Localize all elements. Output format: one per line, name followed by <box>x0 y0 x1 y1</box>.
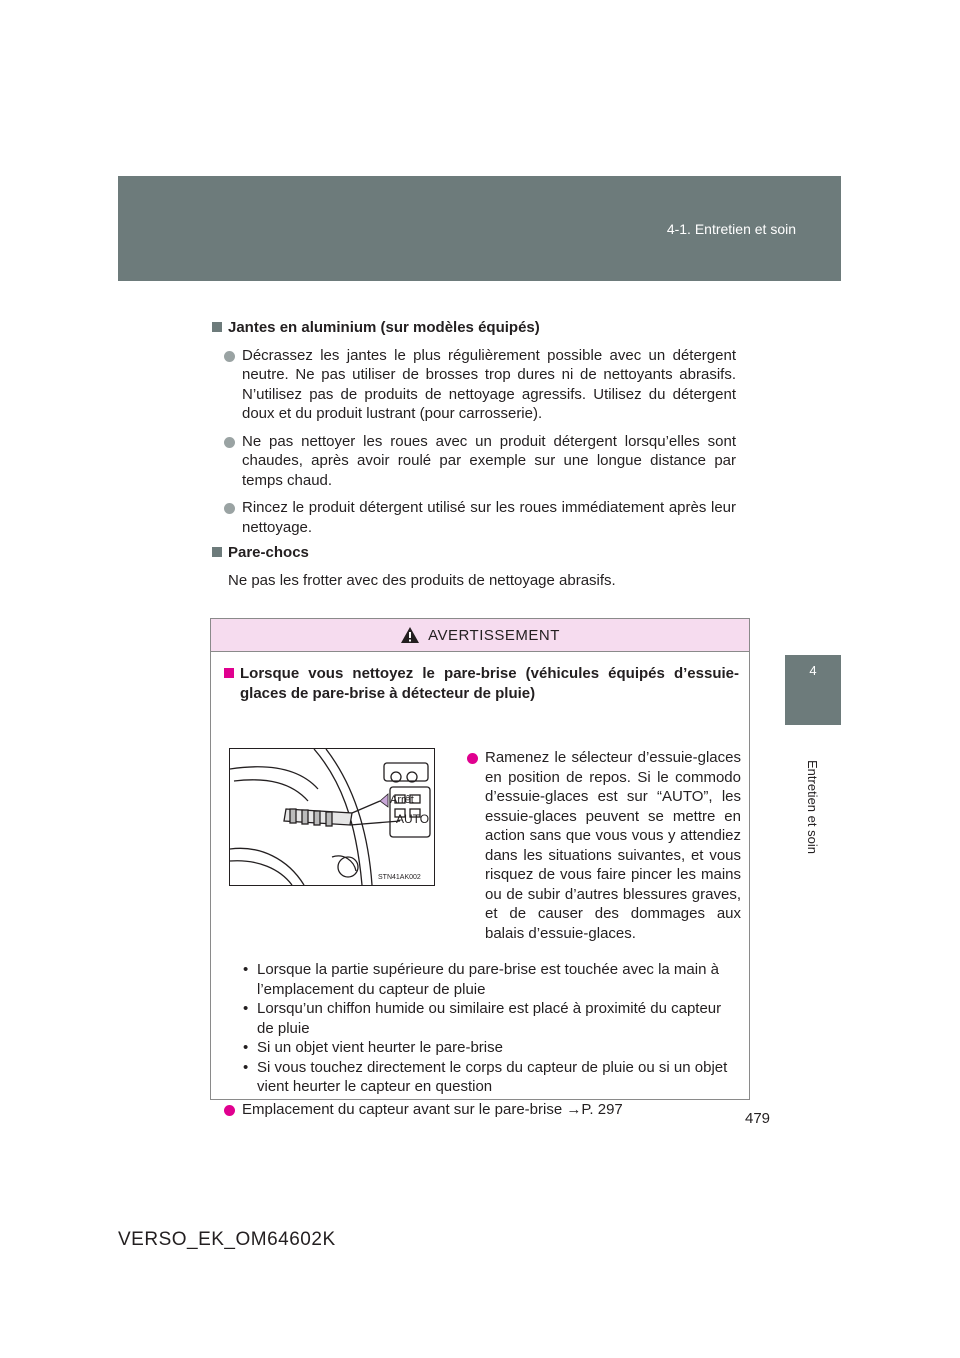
list-item <box>212 346 736 424</box>
situation-list <box>239 960 739 1097</box>
list-item <box>239 1038 739 1058</box>
list-item-text: Si un objet vient heurter le pare-brise <box>257 1039 503 1056</box>
list-item <box>239 1058 739 1097</box>
circle-bullet-icon <box>224 503 235 514</box>
section-title: 4-1. Entretien et soin <box>666 221 796 237</box>
warning-box <box>210 618 750 1118</box>
page-number: 479 <box>745 1110 771 1127</box>
warning-title: AVERTISSEMENT <box>428 626 560 644</box>
heading-text: Pare-chocs <box>228 544 309 561</box>
wiper-lever-illustration <box>230 749 434 885</box>
warning-bullet-text: Ramenez le sélecteur d’essuie-glaces en position de repos. Si le commodo d’essuie-glaces est sur “AUTO”, les essuie-glaces peuvent se mettre en action sans que vous vous y attendiez dans les situations suivantes, et vous risquez de vous faire pincer les mains ou de subir d’autres blessures graves, et de causer des dommages aux balais d’essuie-glaces. <box>485 749 741 942</box>
list-item <box>239 999 739 1038</box>
list-item <box>212 432 736 491</box>
list-item-text: Décrassez les jantes le plus régulièrement possible avec un détergent neutre. Ne pas utiliser de brosses trop dures ni de nettoyants abrasifs. N’utilisez pas de produits de nettoyage agressifs. Utilisez du détergent doux et du produit lustrant (pour carrosserie). <box>242 346 736 422</box>
square-bullet-icon <box>224 668 234 678</box>
square-bullet-icon <box>212 322 222 332</box>
circle-bullet-icon <box>224 351 235 362</box>
dot-bullet-icon: • <box>243 1000 249 1017</box>
wiper-switch-figure <box>229 748 435 886</box>
circle-bullet-icon <box>467 753 478 764</box>
warning-header <box>211 619 749 652</box>
dot-bullet-icon: • <box>243 1039 249 1056</box>
document-code: VERSO_EK_OM64602K <box>118 1229 336 1250</box>
square-bullet-icon <box>212 547 222 557</box>
figure-label-auto: AUTO <box>396 812 430 826</box>
list-item <box>212 498 736 537</box>
chapter-tab-label: Entretien et soin <box>805 760 820 854</box>
dot-bullet-icon: • <box>243 961 249 978</box>
main-content <box>212 318 736 590</box>
list-item-text: Lorsqu’un chiffon humide ou similaire est placé à proximité du capteur de pluie <box>257 1000 722 1037</box>
list-item-text: Ne pas nettoyer les roues avec un produit détergent lorsqu’elles sont chaudes, après avoir roulé par exemple sur une longue distance par temps chaud. <box>242 432 736 489</box>
circle-bullet-icon <box>224 1105 235 1116</box>
warning-heading <box>224 664 739 703</box>
warning-triangle-icon <box>400 626 420 644</box>
list-item-text: Lorsque la partie supérieure du pare-brise est touchée avec la main à l’emplacement du capteur de pluie <box>257 961 719 998</box>
figure-label-stop: Arrêt <box>390 794 414 806</box>
page-reference-link[interactable]: Emplacement du capteur avant sur le pare-brise →P. 297 <box>242 1101 623 1118</box>
bumper-text: Ne pas les frotter avec des produits de nettoyage abrasifs. <box>228 571 616 589</box>
heading-text: Jantes en aluminium (sur modèles équipés) <box>228 319 540 336</box>
chapter-tab-number[interactable]: 4 <box>785 655 841 725</box>
list-item-text: Si vous touchez directement le corps du capteur de pluie ou si un objet vient heurter le capteur en question <box>257 1058 728 1095</box>
circle-bullet-icon <box>224 437 235 448</box>
dot-bullet-icon: • <box>243 1058 249 1076</box>
warning-bullet-last[interactable] <box>224 1100 739 1120</box>
warning-heading-text: Lorsque vous nettoyez le pare-brise (véhicules équipés d’essuie-glaces de pare-brise à détecteur de pluie) <box>240 665 739 702</box>
list-item <box>239 960 739 999</box>
heading-bumpers <box>212 543 736 563</box>
figure-code: STN41AK002 <box>378 874 421 881</box>
list-item-text: Rincez le produit détergent utilisé sur les roues immédiatement après leur nettoyage. <box>242 499 736 536</box>
heading-alloy-wheels <box>212 318 736 338</box>
warning-bullet-main <box>467 748 741 943</box>
